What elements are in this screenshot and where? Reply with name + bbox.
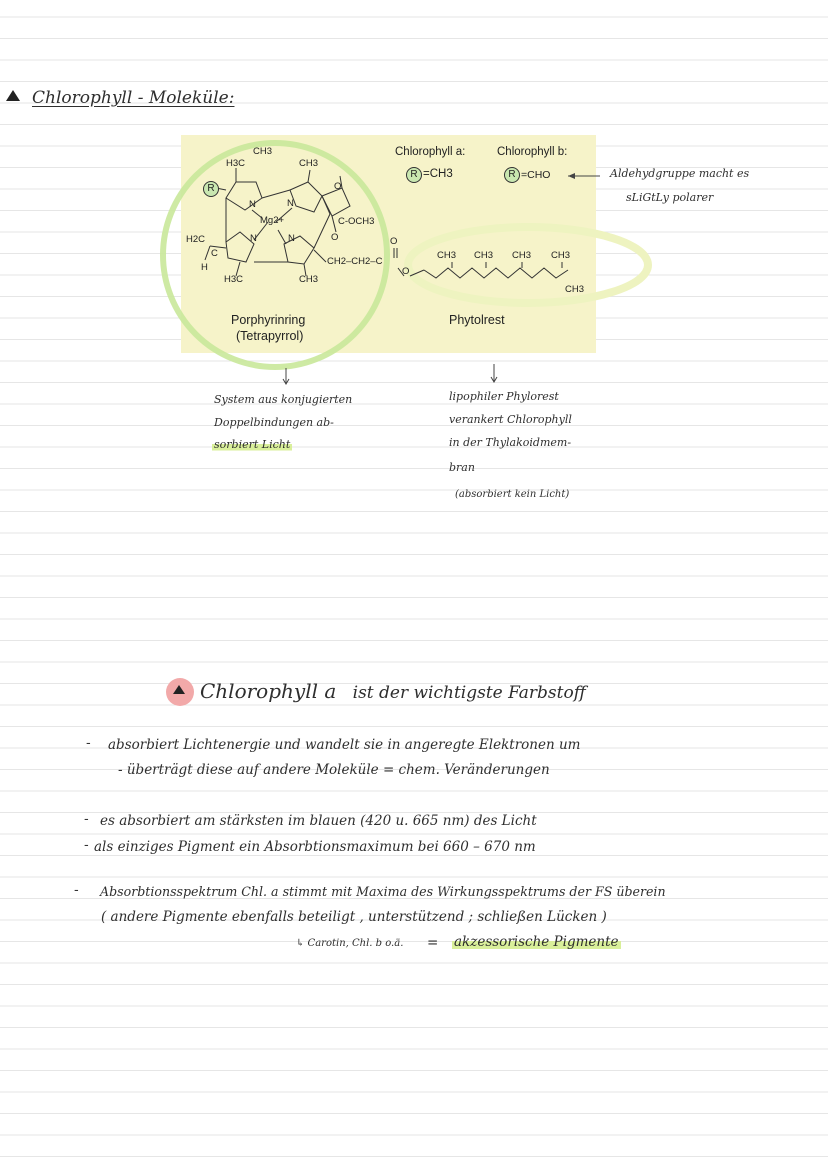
note-right-line: (absorbiert kein Licht) bbox=[455, 489, 570, 500]
atom-n: N bbox=[288, 233, 295, 244]
accessory-pigments bbox=[452, 934, 621, 950]
list-dash: - bbox=[84, 838, 89, 853]
list-item: als einziges Pigment ein Absorbtionsmaximum bei 660 – 670 nm bbox=[94, 839, 536, 855]
list-subnote: ↳ Carotin, Chl. b o.ä. bbox=[296, 938, 404, 949]
atom-ch3: CH3 bbox=[474, 250, 494, 261]
atom-n: N bbox=[249, 199, 256, 210]
note-right-line: lipophiler Phylorest bbox=[449, 390, 559, 403]
chlorophyll-b-group: =CHO bbox=[521, 169, 551, 181]
atom-o: O bbox=[402, 266, 410, 277]
atom-chain: CH2–CH2–C bbox=[327, 256, 383, 267]
page-heading: Chlorophyll - Moleküle: bbox=[32, 88, 235, 108]
aldehyde-arrow bbox=[568, 173, 600, 179]
atom-h3c: H3C bbox=[224, 274, 244, 285]
atom-ch3: CH3 bbox=[512, 250, 532, 261]
section-title-main: Chlorophyll a bbox=[200, 679, 337, 703]
list-dash: - bbox=[74, 883, 79, 898]
list-item: es absorbiert am stärksten im blauen (420 u. 665 nm) des Licht bbox=[100, 813, 537, 829]
list-item: absorbiert Lichtenergie und wandelt sie in angeregte Elektronen um bbox=[108, 737, 581, 753]
list-item: ( andere Pigmente ebenfalls beteiligt , unterstützend ; schließen Lücken ) bbox=[101, 909, 607, 925]
porphyrin-bonds bbox=[205, 168, 424, 276]
note-left-highlight: sorbiert Licht bbox=[214, 438, 291, 451]
atom-coch3: C-OCH3 bbox=[338, 216, 375, 227]
section-bullet-icon bbox=[173, 685, 185, 694]
note-left-line: Doppelbindungen ab- bbox=[214, 416, 334, 429]
list-item: - überträgt diese auf andere Moleküle = chem. Veränderungen bbox=[118, 762, 550, 778]
section-title-rest: ist der wichtigste Farbstoff bbox=[352, 683, 586, 703]
note-right-line: in der Thylakoidmem- bbox=[449, 436, 572, 449]
chlorophyll-b-label: Chlorophyll b: bbox=[497, 146, 568, 158]
atom-h: H bbox=[201, 262, 208, 273]
atom-h2c: H2C bbox=[186, 234, 206, 245]
atom-ch3: CH3 bbox=[551, 250, 571, 261]
atom-h3c: H3C bbox=[226, 158, 246, 169]
atom-ch3: CH3 bbox=[565, 284, 585, 295]
porphyrin-ring-label: Porphyrinring bbox=[231, 313, 306, 327]
note-right-line: bran bbox=[449, 461, 475, 474]
atom-n: N bbox=[287, 198, 294, 209]
porphyrin-ring-sublabel: (Tetrapyrrol) bbox=[236, 329, 304, 343]
aldehyde-note-line1: Aldehydgruppe macht es bbox=[610, 167, 750, 180]
list-item: Absorbtionsspektrum Chl. a stimmt mit Maxima des Wirkungsspektrums der FS überein bbox=[100, 884, 666, 899]
atom-o: O bbox=[334, 181, 342, 192]
r-group-icon: R bbox=[504, 167, 520, 183]
atom-o: O bbox=[331, 232, 339, 243]
down-arrows bbox=[283, 364, 497, 384]
atom-c: C bbox=[211, 248, 218, 259]
phytol-label: Phytolrest bbox=[449, 313, 505, 327]
atom-ch3: CH3 bbox=[437, 250, 457, 261]
phytol-chain bbox=[424, 262, 568, 278]
r-group-icon: R bbox=[203, 181, 219, 197]
aldehyde-note-line2: sLiGtLy polarer bbox=[626, 191, 714, 204]
section-title bbox=[200, 679, 586, 703]
chlorophyll-a-label: Chlorophyll a: bbox=[395, 146, 466, 158]
list-dash: - bbox=[86, 736, 91, 751]
equals-sign: = bbox=[427, 935, 439, 951]
atom-o: O bbox=[390, 236, 398, 247]
list-dash: - bbox=[84, 812, 89, 827]
note-right-line: verankert Chlorophyll bbox=[449, 413, 572, 426]
green-ellipse-tail bbox=[408, 227, 648, 303]
note-left-line bbox=[212, 438, 292, 451]
chlorophyll-a-group: =CH3 bbox=[423, 168, 453, 180]
atom-ch3: CH3 bbox=[299, 158, 319, 169]
atom-ch3: CH3 bbox=[253, 146, 273, 157]
note-left-line: System aus konjugierten bbox=[214, 393, 353, 406]
atom-mg: Mg2+ bbox=[260, 215, 285, 226]
r-group-icon: R bbox=[406, 167, 422, 183]
atom-ch3: CH3 bbox=[299, 274, 319, 285]
atom-n: N bbox=[250, 233, 257, 244]
accessory-pigments-highlight: akzessorische Pigmente bbox=[454, 934, 619, 950]
